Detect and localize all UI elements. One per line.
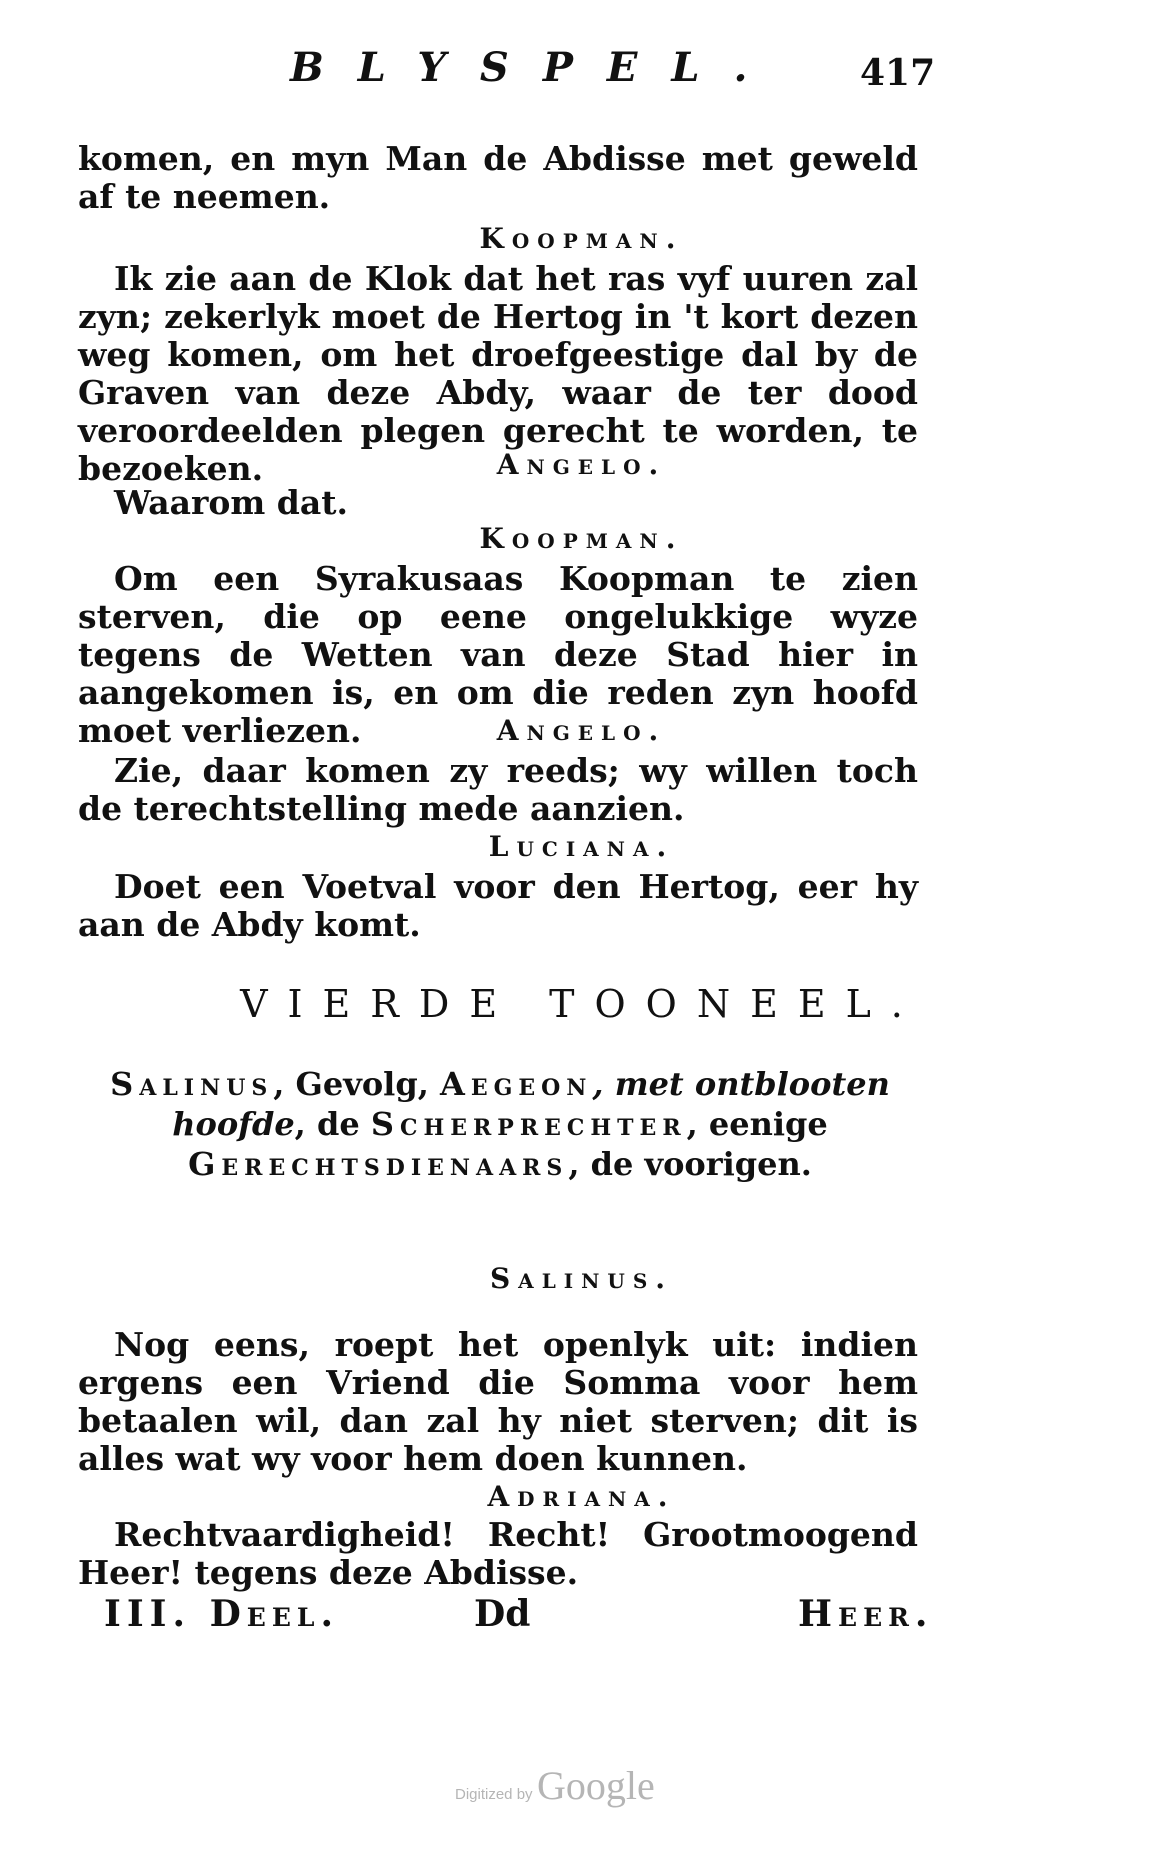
paragraph-7: Nog eens, roept het openlyk uit: indien ergens een Vriend die Somma voor hem betaalen wil, dan zal hy niet sterven; dit is alles wat wy voor hem doen kunnen. — [78, 1325, 918, 1478]
paragraph-8: Rechtvaardigheid! Recht! Grootmoogend Heer! tegens deze Abdisse. — [78, 1515, 918, 1592]
paragraph-1: komen, en myn Man de Abdisse met geweld af te neemen. — [78, 139, 918, 216]
stage-eenige: , eenige — [686, 1105, 828, 1143]
speaker-salinus: Salinus. — [489, 1262, 674, 1295]
stage-direction — [110, 1064, 890, 1184]
scene-heading: VIERDE TOONEEL. — [240, 982, 923, 1026]
paragraph-4: Om een Syrakusaas Koopman te zien sterven, die op eene ongelukkige wyze tegens de Wetten van deze Stad hier in aangekomen is, en om die reden zyn hoofd moet verliezen. — [78, 559, 918, 750]
google-logo: Google — [537, 1763, 655, 1808]
stage-voorigen: , de voorigen. — [568, 1145, 812, 1183]
running-head: BLYSPEL. — [290, 44, 782, 91]
paragraph-2: Ik zie aan de Klok dat het ras vyf uuren zal zyn; zekerlyk moet de Hertog in 't kort dezen weg komen, om het droefgeestige dal by de Graven van deze Abdy, waar de ter dood veroordeelden plegen gerecht te worden, te bezoeken. — [78, 259, 918, 488]
stage-scherprechter: Scherprechter — [370, 1105, 687, 1143]
stage-de: , de — [294, 1105, 371, 1143]
speaker-angelo-2: Angelo. — [496, 714, 667, 747]
watermark-prefix: Digitized by — [455, 1786, 533, 1803]
speaker-luciana: Luciana. — [488, 830, 675, 863]
footer-volume: III. Deel. — [104, 1593, 340, 1635]
stage-met: , met ontblooten hoofde — [172, 1065, 890, 1143]
stage-aegeon: Aegeon — [439, 1065, 593, 1103]
page-number: 417 — [860, 52, 936, 94]
speaker-koopman-2: Koopman. — [479, 522, 684, 555]
stage-salinus: Salinus — [110, 1065, 274, 1103]
speaker-koopman-1: Koopman. — [479, 222, 684, 255]
speaker-angelo-1: Angelo. — [496, 448, 667, 481]
paragraph-6: Doet een Voetval voor den Hertog, eer hy aan de Abdy komt. — [78, 867, 918, 944]
footer-signature: Dd — [474, 1593, 531, 1635]
stage-gerechtsdienaars: Gerechtsdienaars — [188, 1145, 569, 1183]
digitized-watermark — [455, 1762, 655, 1809]
paragraph-3: Waarom dat. — [114, 483, 348, 522]
paragraph-5: Zie, daar komen zy reeds; wy willen toch de terechtstelling mede aanzien. — [78, 751, 918, 828]
speaker-adriana: Adriana. — [487, 1480, 676, 1513]
stage-gevolg: , Gevolg, — [273, 1065, 440, 1103]
footer-catchword: Heer. — [798, 1593, 934, 1635]
